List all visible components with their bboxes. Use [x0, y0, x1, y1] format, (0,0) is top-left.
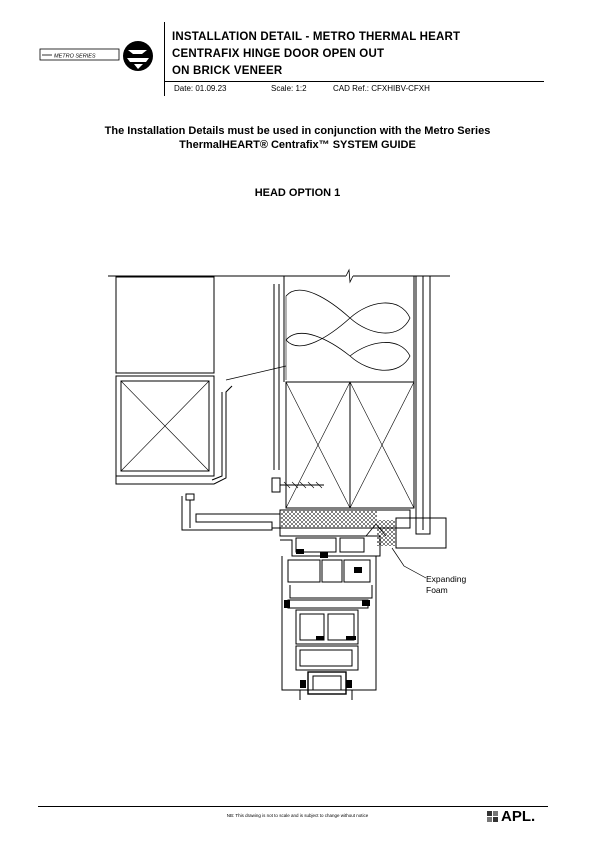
callout-line-2: Foam [426, 585, 448, 595]
title-line-3: ON BRICK VENEER [172, 65, 283, 77]
intro-line-1: The Installation Details must be used in conjunction with the Metro Series [104, 125, 491, 137]
callout-line-1: Expanding [426, 574, 467, 584]
intro-line-2: ThermalHEART® Centrafix™ SYSTEM GUIDE [179, 139, 416, 151]
expanding-foam-callout [426, 574, 466, 596]
scale-label: Scale: 1:2 [271, 84, 307, 93]
apl-logo [487, 808, 547, 826]
svg-text:METRO SERIES: METRO SERIES [54, 53, 96, 60]
apl-brand-text: APL. [501, 808, 536, 825]
footer-note: NB: This drawing is not to scale and is subject to change without notice [226, 813, 369, 818]
section-title: HEAD OPTION 1 [254, 187, 341, 199]
title-line-1: INSTALLATION DETAIL - METRO THERMAL HEART [172, 31, 461, 43]
title-line-2: CENTRAFIX HINGE DOOR OPEN OUT [172, 48, 385, 60]
date-label: Date: 01.09.23 [174, 84, 227, 93]
cad-ref-label: CAD Ref.: CFXHIBV-CFXH [333, 84, 430, 93]
footer-divider [38, 806, 548, 807]
